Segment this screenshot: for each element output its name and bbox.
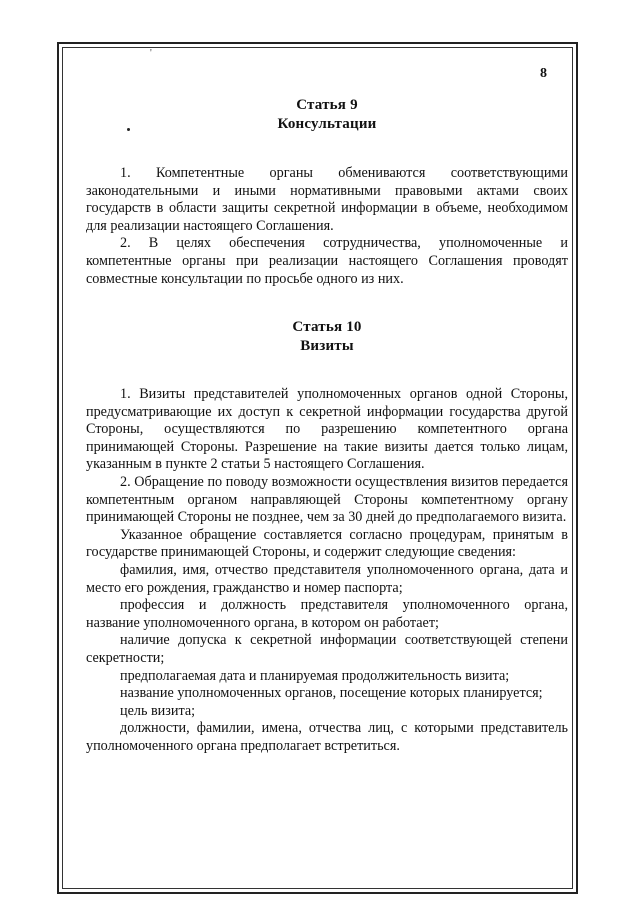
- article-10-body: [86, 386, 568, 755]
- article-9: [86, 96, 568, 134]
- article-10-item-organs: название уполномоченных органов, посещение которых планируется;: [120, 685, 543, 702]
- article-10-subtitle: Визиты: [300, 338, 354, 354]
- page-number: 8: [540, 66, 547, 81]
- article-10-item-profession: профессия и должность представителя уполномоченного органа, название уполномоченного органа, в котором он работает;: [86, 597, 568, 631]
- article-9-paragraph-2: 2. В целях обеспечения сотрудничества, уполномоченные и компетентные органы при реализации настоящего Соглашения проводят совместные консультации по просьбе одного из них.: [86, 235, 568, 287]
- article-10: [86, 318, 568, 356]
- article-10-paragraph-2: 2. Обращение по поводу возможности осуществления визитов передается компетентным органом направляющей Стороны компетентному органу принимающей Стороны не позднее, чем за 30 дней до предполагаемого визита.: [86, 473, 568, 526]
- article-10-item-name: фамилия, имя, отчество представителя уполномоченного органа, дата и место его рождения, гражданство и номер паспорта;: [86, 561, 568, 596]
- article-10-item-clearance: наличие допуска к секретной информации соответствующей степени секретности;: [86, 632, 568, 666]
- article-10-item-purpose: цель визита;: [120, 702, 196, 719]
- article-10-paragraph-1: 1. Визиты представителей уполномоченных органов одной Стороны, предусматривающие их доступ к секретной информации государства другой Стороны, осуществляются по разрешению компетентного органа принимающей Стороны. Разрешение на такие визиты дается только лицам, указанным в пункте 2 статьи 5 настоящего Соглашения.: [86, 386, 568, 473]
- scan-mark: ': [150, 48, 152, 59]
- article-10-paragraph-3: Указанное обращение составляется согласно процедурам, принятым в государстве принимающей Стороны, и содержит следующие сведения:: [86, 526, 568, 561]
- article-9-body: [86, 165, 568, 288]
- article-10-item-persons: должности, фамилии, имена, отчества лиц, с которыми представитель уполномоченного органа предполагает встретиться.: [86, 720, 568, 754]
- article-10-title: Статья 10: [292, 319, 362, 335]
- article-9-title: Статья 9: [296, 97, 358, 113]
- article-9-paragraph-1: 1. Компетентные органы обмениваются соответствующими законодательными и иными нормативными правовыми актами своих государств в области защиты секретной информации в объеме, необходимом для реализации настоящего Соглашения.: [86, 165, 568, 234]
- article-10-item-dates: предполагаемая дата и планируемая продолжительность визита;: [120, 667, 510, 684]
- article-9-subtitle: Консультации: [277, 116, 377, 132]
